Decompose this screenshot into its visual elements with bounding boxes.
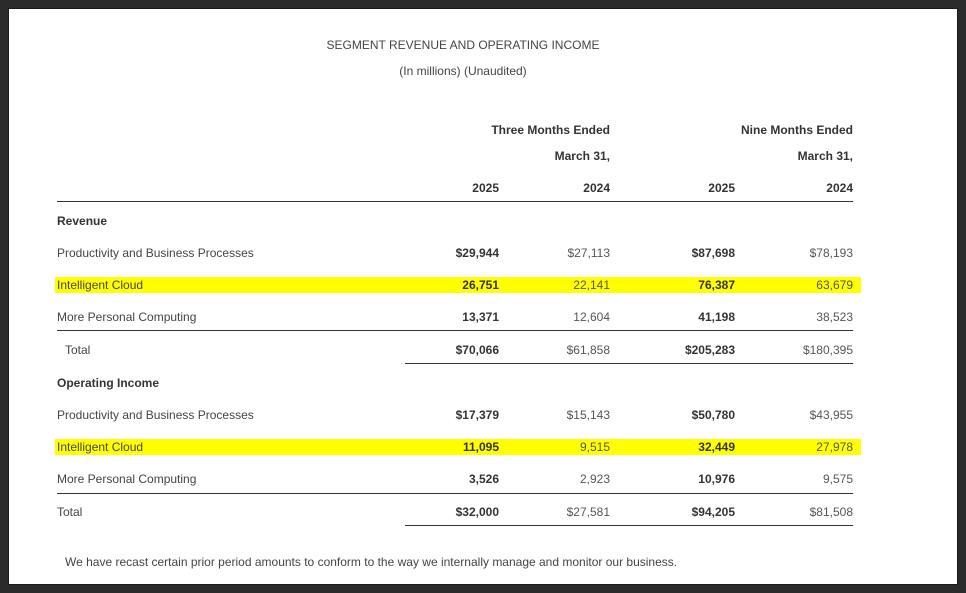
subtotal-rule: [57, 493, 853, 494]
value-cell: 11,095: [462, 440, 499, 454]
three-months-date: March 31,: [554, 149, 610, 163]
row-label: More Personal Computing: [57, 472, 197, 486]
value-cell: $27,581: [566, 505, 610, 519]
row-label: More Personal Computing: [57, 310, 197, 324]
row-label: Total: [57, 505, 83, 519]
row-label: Productivity and Business Processes: [57, 246, 254, 260]
value-cell: 10,976: [698, 472, 735, 486]
value-cell: 38,523: [816, 310, 853, 324]
report-title: SEGMENT REVENUE AND OPERATING INCOME: [326, 38, 600, 52]
value-cell: $180,395: [802, 343, 853, 357]
value-cell: 32,449: [698, 440, 735, 454]
total-row: [9, 501, 959, 523]
value-cell: $29,944: [455, 246, 499, 260]
row-label: Intelligent Cloud: [57, 440, 144, 454]
value-cell: 27,978: [816, 440, 853, 454]
table-row: [9, 242, 959, 264]
year-header-3: 2025: [708, 181, 735, 195]
row-label: Total: [65, 343, 91, 357]
value-cell: $43,955: [809, 408, 853, 422]
value-cell: $87,698: [691, 246, 735, 260]
year-header-4: 2024: [826, 181, 853, 195]
total-row: [9, 339, 959, 361]
three-months-header: Three Months Ended: [491, 123, 610, 137]
document-page: [8, 8, 958, 585]
value-cell: 22,141: [573, 278, 610, 292]
table-row-highlighted: [9, 436, 959, 458]
section-heading-label: Operating Income: [57, 376, 160, 390]
value-cell: 63,679: [816, 278, 853, 292]
value-cell: $70,066: [455, 343, 499, 357]
value-cell: $50,780: [691, 408, 735, 422]
value-cell: $61,858: [566, 343, 610, 357]
nine-months-date: March 31,: [797, 149, 853, 163]
section-heading-operating-income: [9, 372, 959, 394]
footnote: We have recast certain prior period amounts to conform to the way we internally manage and monitor our business.: [65, 555, 678, 569]
header-rule: [57, 201, 853, 202]
value-cell: $94,205: [691, 505, 735, 519]
value-cell: $205,283: [684, 343, 735, 357]
section-heading-revenue: [9, 210, 959, 232]
value-cell: 9,515: [579, 440, 610, 454]
value-cell: $17,379: [455, 408, 499, 422]
value-cell: 41,198: [698, 310, 735, 324]
value-cell: $78,193: [809, 246, 853, 260]
value-cell: 13,371: [462, 310, 499, 324]
row-label: Productivity and Business Processes: [57, 408, 254, 422]
value-cell: 9,575: [822, 472, 853, 486]
section-heading-label: Revenue: [57, 214, 108, 228]
value-cell: 26,751: [462, 278, 499, 292]
report-subtitle: (In millions) (Unaudited): [399, 64, 527, 78]
total-rule: [405, 525, 853, 526]
value-cell: 3,526: [468, 472, 499, 486]
subtotal-rule: [57, 330, 853, 331]
year-header-1: 2025: [472, 181, 499, 195]
table-row: [9, 306, 959, 328]
year-header-2: 2024: [583, 181, 610, 195]
value-cell: $32,000: [455, 505, 499, 519]
value-cell: 12,604: [573, 310, 610, 324]
value-cell: $81,508: [809, 505, 853, 519]
nine-months-header: Nine Months Ended: [741, 123, 853, 137]
value-cell: $15,143: [566, 408, 610, 422]
table-row-highlighted: [9, 274, 959, 296]
total-rule: [405, 363, 853, 364]
row-label: Intelligent Cloud: [57, 278, 144, 292]
value-cell: 2,923: [579, 472, 610, 486]
value-cell: $27,113: [567, 246, 610, 260]
value-cell: 76,387: [698, 278, 735, 292]
table-row: [9, 468, 959, 490]
table-row: [9, 404, 959, 426]
